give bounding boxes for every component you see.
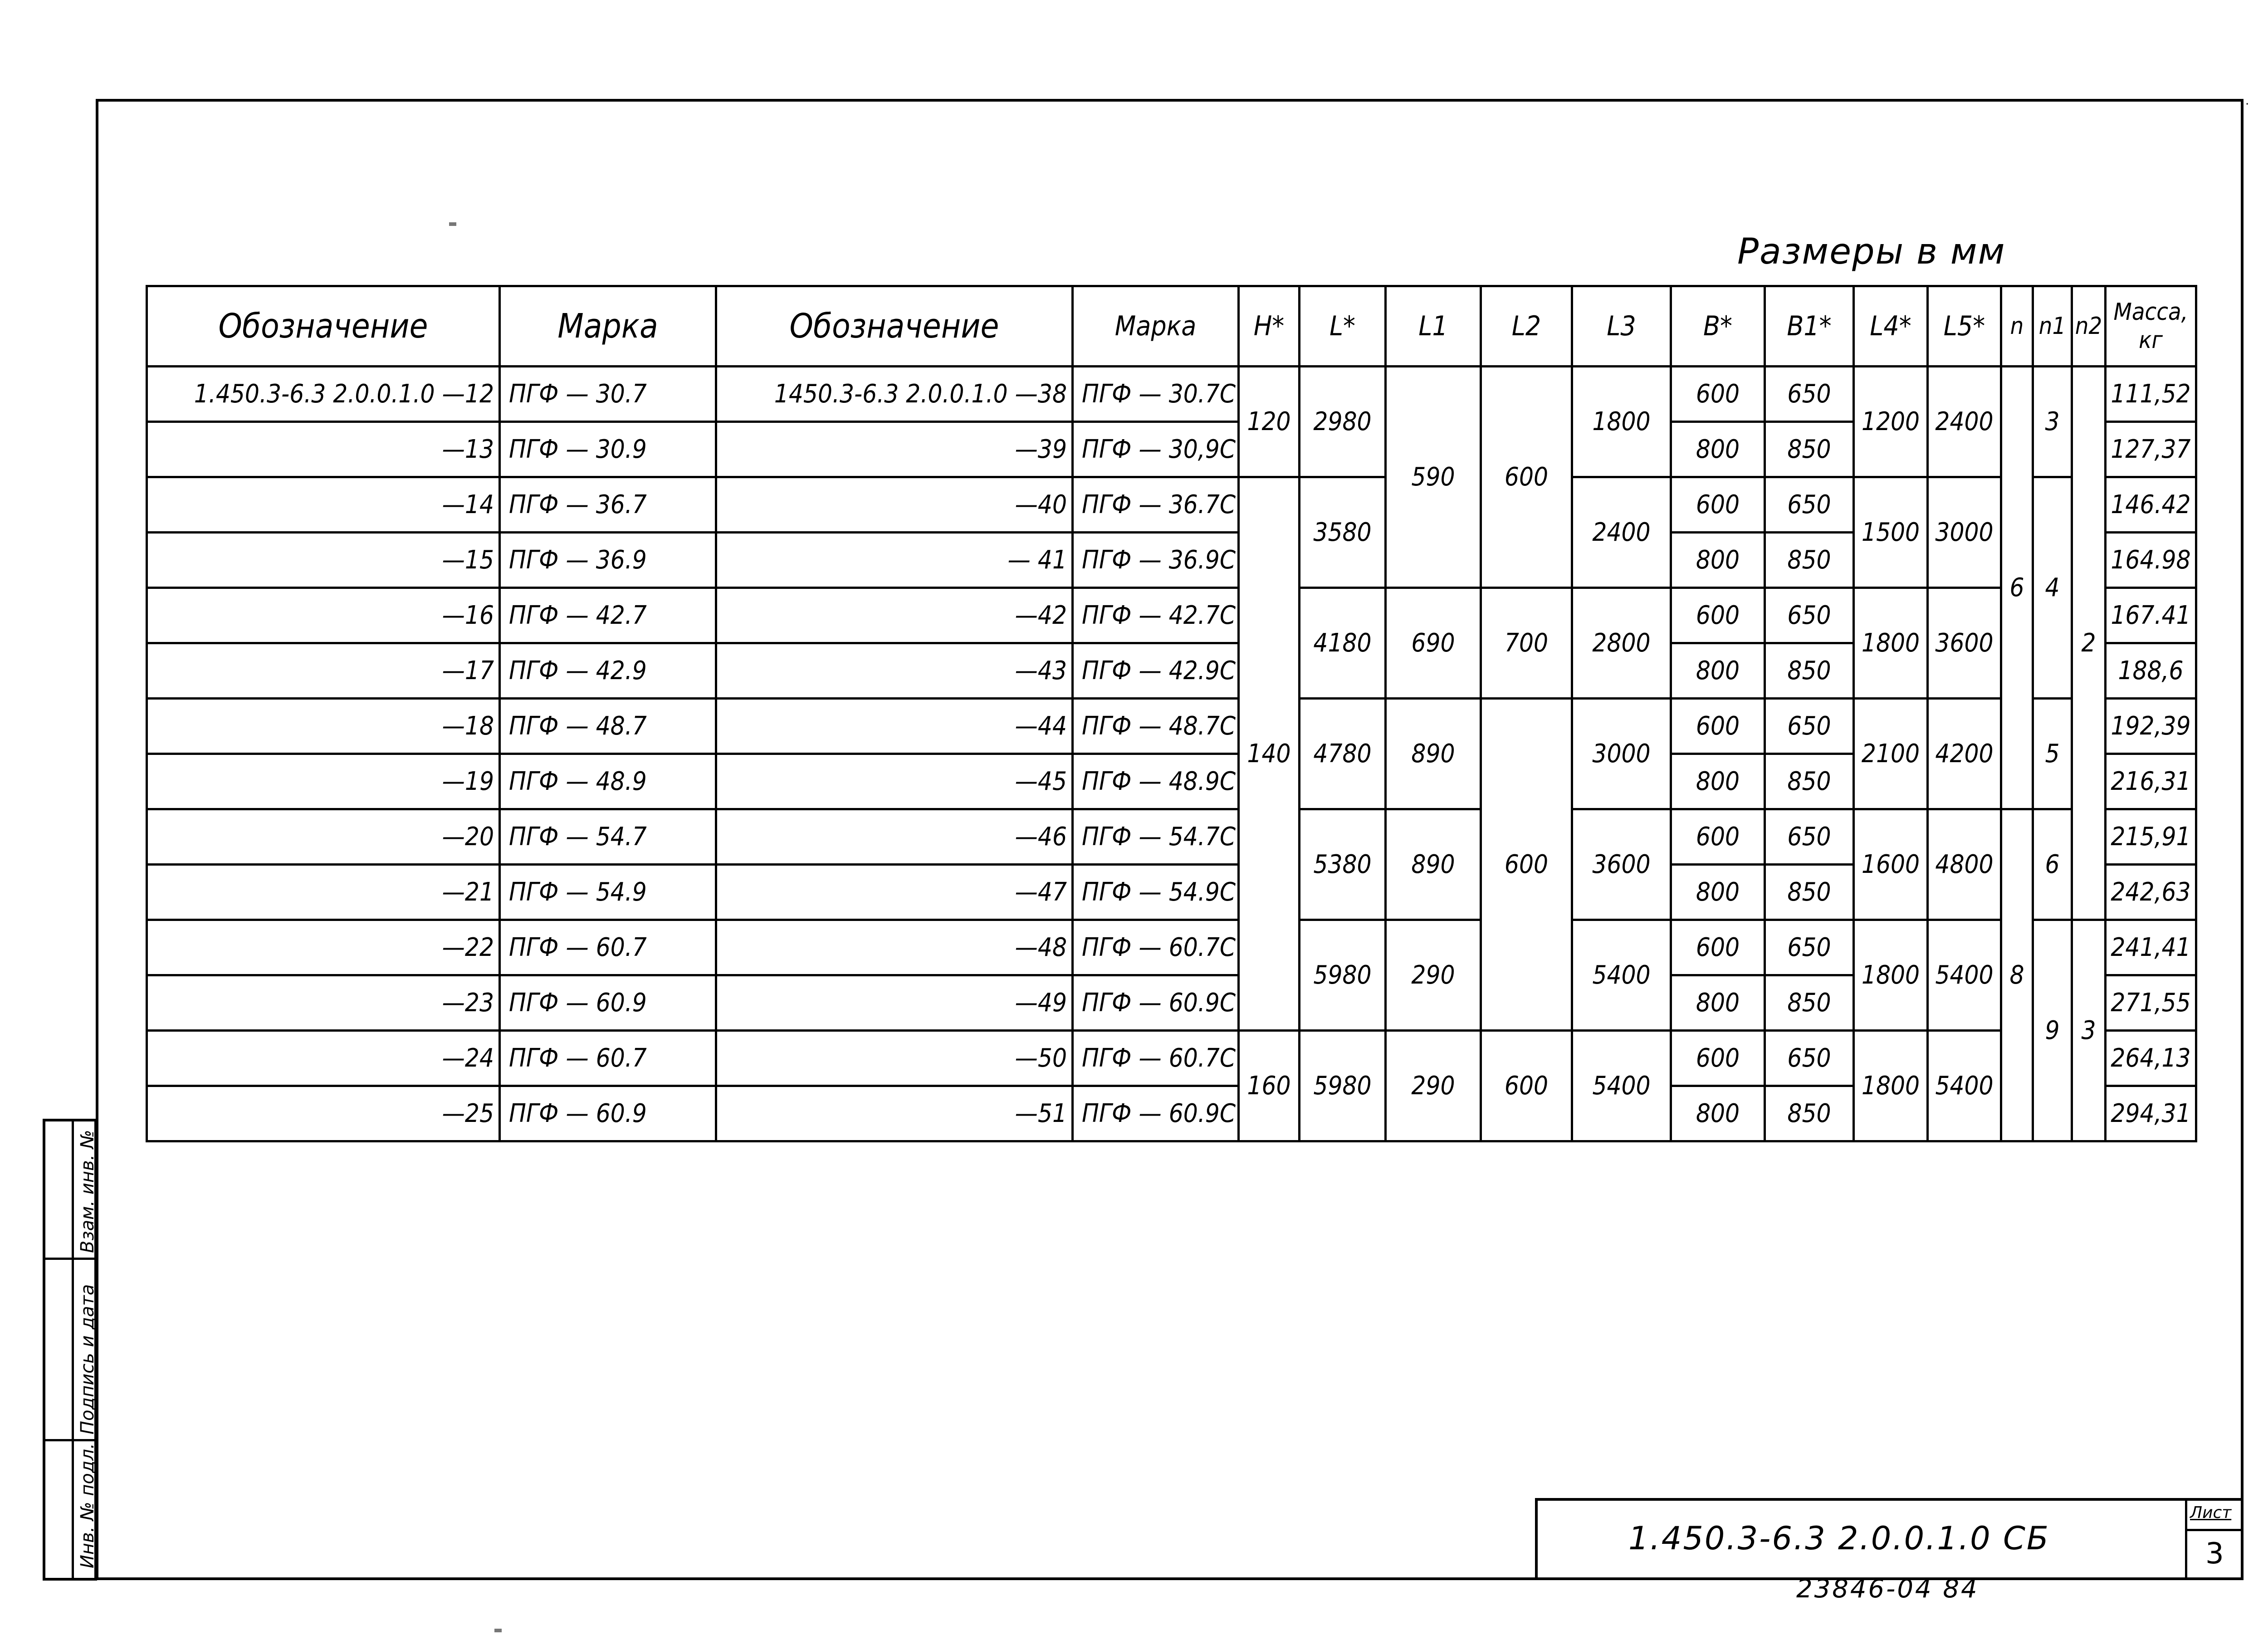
mark-cell: ПГФ — 60.9С	[1073, 975, 1239, 1031]
mass-cell: 215,91	[2106, 809, 2196, 865]
n2-cell: 3	[2072, 920, 2106, 1141]
n1-cell: 4	[2033, 477, 2072, 699]
l1-cell: 890	[1386, 699, 1481, 809]
mass-cell: 164.98	[2106, 533, 2196, 588]
inventory-number-label: Инв. № подл.	[77, 1443, 98, 1568]
mass-cell: 242,63	[2106, 865, 2196, 920]
designation-cell: —46	[716, 809, 1073, 865]
designation-cell: —22	[147, 920, 500, 975]
designation-cell: —14	[147, 477, 500, 533]
mark-cell: ПГФ — 42.9С	[1073, 643, 1239, 699]
mark-cell: ПГФ — 36.7С	[1073, 477, 1239, 533]
mass-cell: 241,41	[2106, 920, 2196, 975]
n1-cell: 9	[2033, 920, 2072, 1141]
l3-cell: 5400	[1572, 920, 1671, 1031]
l5-cell: 4800	[1928, 809, 2001, 920]
mark-cell: ПГФ — 54.7С	[1073, 809, 1239, 865]
corner-mark: ·	[2245, 98, 2249, 111]
l2-cell: 600	[1481, 699, 1572, 1031]
document-code: 1.450.3-6.3 2.0.0.1.0 СБ	[1628, 1520, 2050, 1557]
l-cell: 5380	[1300, 809, 1386, 920]
l4-cell: 1500	[1854, 477, 1928, 588]
designation-cell: 1450.3-6.3 2.0.0.1.0 —38	[716, 367, 1073, 422]
side-stamp-divider	[72, 1121, 74, 1578]
mark-cell: ПГФ — 30.9	[500, 422, 716, 477]
designation-cell: —43	[716, 643, 1073, 699]
designation-cell: —15	[147, 533, 500, 588]
b1-cell: 850	[1765, 754, 1854, 809]
l-cell: 2980	[1300, 367, 1386, 477]
col-designation-2: Обозначение	[716, 286, 1073, 367]
l1-cell: 890	[1386, 809, 1481, 920]
n1-cell: 3	[2033, 367, 2072, 477]
designation-cell: —13	[147, 422, 500, 477]
l-cell: 4180	[1300, 588, 1386, 699]
b-cell: 800	[1671, 643, 1765, 699]
col-n: n	[2001, 286, 2033, 367]
mark-cell: ПГФ — 48.9	[500, 754, 716, 809]
mass-cell: 192,39	[2106, 699, 2196, 754]
units-caption: Размеры в мм	[1737, 231, 2006, 272]
l4-cell: 1600	[1854, 809, 1928, 920]
mark-cell: ПГФ — 42.9	[500, 643, 716, 699]
b-cell: 600	[1671, 477, 1765, 533]
table-row	[147, 588, 2196, 643]
l5-cell: 5400	[1928, 1031, 2001, 1141]
designation-cell: —17	[147, 643, 500, 699]
b1-cell: 850	[1765, 865, 1854, 920]
l3-cell: 1800	[1572, 367, 1671, 477]
l5-cell: 2400	[1928, 367, 2001, 477]
sheet-box-rule	[2187, 1529, 2244, 1531]
b1-cell: 850	[1765, 643, 1854, 699]
col-l3: L3	[1572, 286, 1671, 367]
l5-cell: 3000	[1928, 477, 2001, 588]
signature-date-label: Подпись и дата	[77, 1284, 98, 1435]
l3-cell: 2800	[1572, 588, 1671, 699]
sheet-label: Лист	[2190, 1503, 2232, 1522]
table-header-row	[147, 286, 2196, 367]
table-row	[147, 699, 2196, 754]
mark-cell: ПГФ — 30,9С	[1073, 422, 1239, 477]
l2-cell: 700	[1481, 588, 1572, 699]
col-mass: Масса, кг	[2106, 286, 2196, 367]
h-cell: 140	[1239, 477, 1300, 1031]
designation-cell: —16	[147, 588, 500, 643]
n-cell: 6	[2001, 367, 2033, 809]
designation-cell: — 41	[716, 533, 1073, 588]
scan-speck	[494, 1629, 502, 1632]
l1-cell: 290	[1386, 920, 1481, 1031]
mass-cell: 216,31	[2106, 754, 2196, 809]
b1-cell: 650	[1765, 920, 1854, 975]
mark-cell: ПГФ — 48.9С	[1073, 754, 1239, 809]
l4-cell: 1800	[1854, 588, 1928, 699]
b1-cell: 850	[1765, 1086, 1854, 1141]
scan-speck	[449, 222, 456, 226]
l3-cell: 5400	[1572, 1031, 1671, 1141]
n2-cell: 2	[2072, 367, 2106, 920]
designation-cell: —47	[716, 865, 1073, 920]
h-cell: 120	[1239, 367, 1300, 477]
col-l1: L1	[1386, 286, 1481, 367]
mark-cell: ПГФ — 54.9	[500, 865, 716, 920]
l3-cell: 3000	[1572, 699, 1671, 809]
l4-cell: 2100	[1854, 699, 1928, 809]
b-cell: 600	[1671, 920, 1765, 975]
l5-cell: 3600	[1928, 588, 2001, 699]
l4-cell: 1800	[1854, 1031, 1928, 1141]
l-cell: 5980	[1300, 920, 1386, 1031]
b-cell: 600	[1671, 809, 1765, 865]
b-cell: 600	[1671, 1031, 1765, 1086]
col-l: L*	[1300, 286, 1386, 367]
designation-cell: —42	[716, 588, 1073, 643]
l1-cell: 290	[1386, 1031, 1481, 1141]
mass-cell: 264,13	[2106, 1031, 2196, 1086]
mark-cell: ПГФ — 60.7С	[1073, 920, 1239, 975]
n-cell: 8	[2001, 809, 2033, 1141]
b-cell: 800	[1671, 422, 1765, 477]
sheet-number: 3	[2205, 1537, 2224, 1571]
col-h: H*	[1239, 286, 1300, 367]
mark-cell: ПГФ — 30.7	[500, 367, 716, 422]
mark-cell: ПГФ — 42.7	[500, 588, 716, 643]
col-n1: n1	[2033, 286, 2072, 367]
mark-cell: ПГФ — 60.7	[500, 920, 716, 975]
mass-cell: 271,55	[2106, 975, 2196, 1031]
table-row	[147, 477, 2196, 533]
l5-cell: 4200	[1928, 699, 2001, 809]
title-block	[1535, 1498, 2244, 1580]
mass-cell: 167.41	[2106, 588, 2196, 643]
mark-cell: ПГФ — 54.7	[500, 809, 716, 865]
mark-cell: ПГФ — 60.7С	[1073, 1031, 1239, 1086]
side-stamp-rule	[45, 1439, 94, 1441]
b-cell: 800	[1671, 754, 1765, 809]
mass-cell: 146.42	[2106, 477, 2196, 533]
mark-cell: ПГФ — 60.9	[500, 1086, 716, 1141]
b1-cell: 850	[1765, 533, 1854, 588]
replacement-inventory-label: Взам. инв. №	[77, 1130, 98, 1253]
designation-cell: —20	[147, 809, 500, 865]
table-row	[147, 809, 2196, 865]
l4-cell: 1800	[1854, 920, 1928, 1031]
l1-cell: 590	[1386, 367, 1481, 588]
sheet-box	[2185, 1501, 2244, 1580]
l2-cell: 600	[1481, 367, 1572, 588]
l3-cell: 3600	[1572, 809, 1671, 920]
mark-cell: ПГФ — 36.7	[500, 477, 716, 533]
mass-cell: 111,52	[2106, 367, 2196, 422]
n1-cell: 5	[2033, 699, 2072, 809]
l-cell: 3580	[1300, 477, 1386, 588]
col-l2: L2	[1481, 286, 1572, 367]
col-l4: L4*	[1854, 286, 1928, 367]
l3-cell: 2400	[1572, 477, 1671, 588]
table-row	[147, 920, 2196, 975]
mark-cell: ПГФ — 30.7С	[1073, 367, 1239, 422]
footer-code: 23846-04 84	[1796, 1574, 1979, 1604]
l5-cell: 5400	[1928, 920, 2001, 1031]
designation-cell: —44	[716, 699, 1073, 754]
b-cell: 600	[1671, 588, 1765, 643]
b1-cell: 650	[1765, 588, 1854, 643]
col-b: B*	[1671, 286, 1765, 367]
b-cell: 600	[1671, 699, 1765, 754]
b1-cell: 850	[1765, 422, 1854, 477]
designation-cell: —45	[716, 754, 1073, 809]
designation-cell: 1.450.3-6.3 2.0.0.1.0 —12	[147, 367, 500, 422]
side-stamp	[43, 1119, 97, 1581]
col-designation-1: Обозначение	[147, 286, 500, 367]
side-stamp-rule	[45, 1258, 94, 1260]
designation-cell: —19	[147, 754, 500, 809]
mark-cell: ПГФ — 48.7	[500, 699, 716, 754]
mark-cell: ПГФ — 36.9С	[1073, 533, 1239, 588]
designation-cell: —50	[716, 1031, 1073, 1086]
designation-cell: —39	[716, 422, 1073, 477]
col-mark-1: Марка	[500, 286, 716, 367]
mark-cell: ПГФ — 48.7С	[1073, 699, 1239, 754]
mark-cell: ПГФ — 60.7	[500, 1031, 716, 1086]
b-cell: 800	[1671, 865, 1765, 920]
b-cell: 800	[1671, 1086, 1765, 1141]
col-n2: n2	[2072, 286, 2106, 367]
l2-cell: 600	[1481, 1031, 1572, 1141]
n1-cell: 6	[2033, 809, 2072, 920]
designation-cell: —23	[147, 975, 500, 1031]
specification-table	[146, 285, 2197, 1142]
b1-cell: 650	[1765, 1031, 1854, 1086]
mark-cell: ПГФ — 42.7С	[1073, 588, 1239, 643]
mark-cell: ПГФ — 60.9	[500, 975, 716, 1031]
b-cell: 800	[1671, 975, 1765, 1031]
mass-cell: 127,37	[2106, 422, 2196, 477]
designation-cell: —24	[147, 1031, 500, 1086]
col-b1: B1*	[1765, 286, 1854, 367]
h-cell: 160	[1239, 1031, 1300, 1141]
designation-cell: —40	[716, 477, 1073, 533]
designation-cell: —48	[716, 920, 1073, 975]
b-cell: 800	[1671, 533, 1765, 588]
b1-cell: 650	[1765, 809, 1854, 865]
designation-cell: —18	[147, 699, 500, 754]
l4-cell: 1200	[1854, 367, 1928, 477]
l-cell: 4780	[1300, 699, 1386, 809]
designation-cell: —51	[716, 1086, 1073, 1141]
mark-cell: ПГФ — 54.9С	[1073, 865, 1239, 920]
l1-cell: 690	[1386, 588, 1481, 699]
table-row	[147, 367, 2196, 422]
b-cell: 600	[1671, 367, 1765, 422]
mass-cell: 188,6	[2106, 643, 2196, 699]
mark-cell: ПГФ — 60.9С	[1073, 1086, 1239, 1141]
b1-cell: 650	[1765, 477, 1854, 533]
designation-cell: —25	[147, 1086, 500, 1141]
designation-cell: —21	[147, 865, 500, 920]
b1-cell: 650	[1765, 699, 1854, 754]
mass-cell: 294,31	[2106, 1086, 2196, 1141]
col-mark-2: Марка	[1073, 286, 1239, 367]
mark-cell: ПГФ — 36.9	[500, 533, 716, 588]
l-cell: 5980	[1300, 1031, 1386, 1141]
table-row	[147, 1031, 2196, 1086]
col-l5: L5*	[1928, 286, 2001, 367]
designation-cell: —49	[716, 975, 1073, 1031]
b1-cell: 650	[1765, 367, 1854, 422]
b1-cell: 850	[1765, 975, 1854, 1031]
